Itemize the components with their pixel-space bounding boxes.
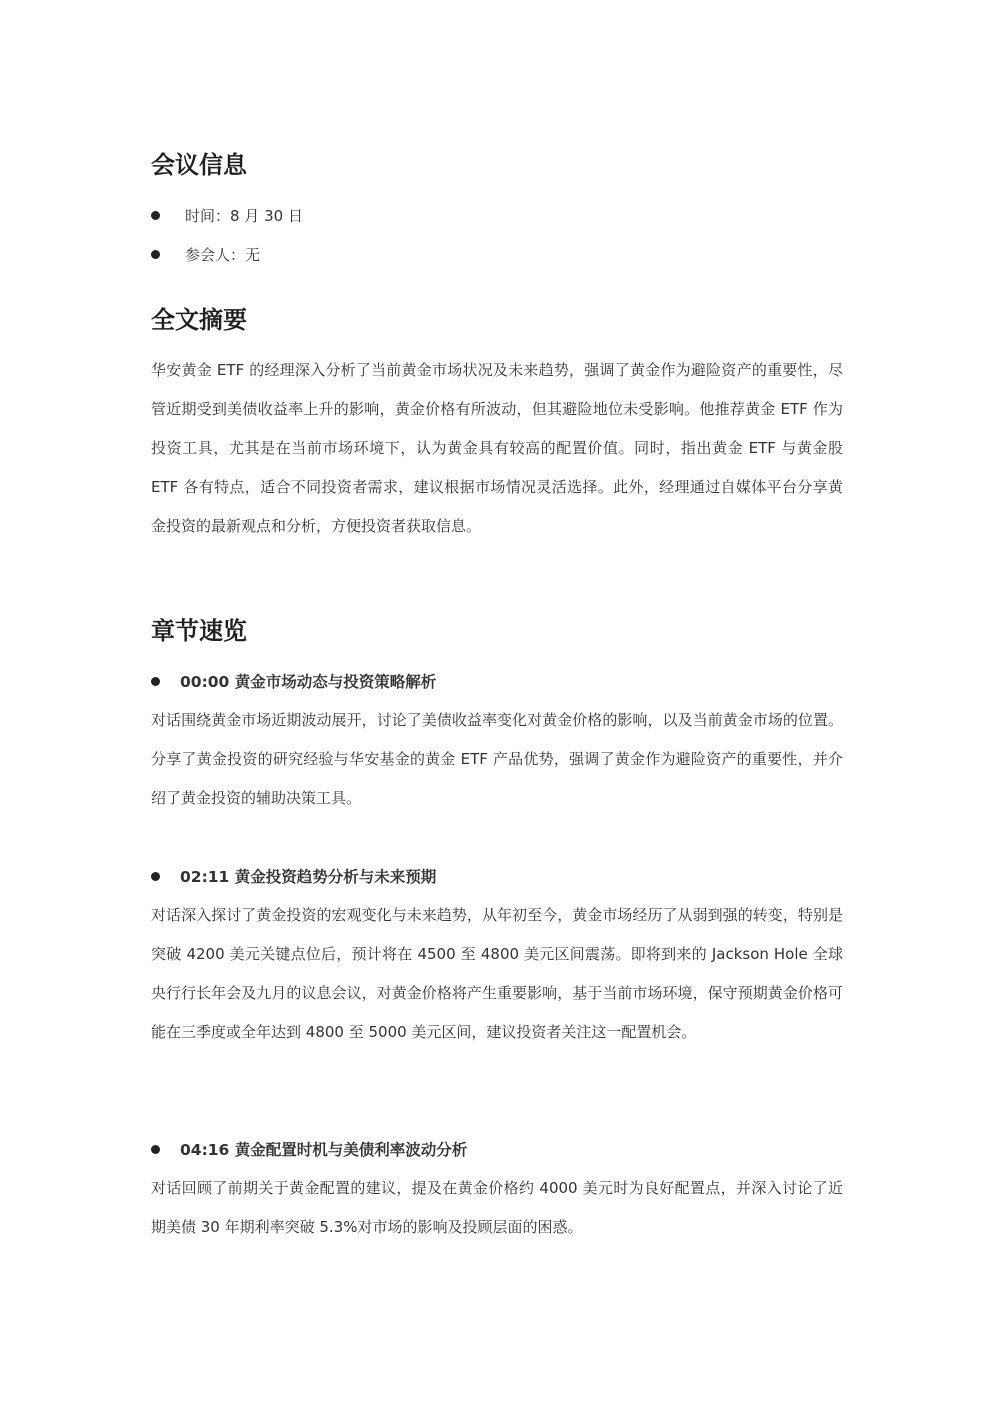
chapter-title-text: 00:00 黄金市场动态与投资策略解析 (180, 673, 437, 691)
summary-text: 华安黄金 ETF 的经理深入分析了当前黄金市场状况及未来趋势，强调了黄金作为避险资产的重要性，尽管近期受到美债收益率上升的影响，黄金价格有所波动，但其避险地位未受影响。他推荐黄金 ETF 作为投资工具，尤其是在当前市场环境下，认为黄金具有较高的配置价值。同时，指出黄金 ETF 与黄金股 ETF 各有特点，适合不同投资者需求，建议根据市场情况灵活选择。此外，经理通过自媒体平台分享黄金投资的最新观点和分析，方便投资者获取信息。 (151, 361, 843, 535)
meeting-time-value: 8 月 30 日 (230, 206, 303, 225)
chapters-heading: 章节速览 (151, 617, 247, 645)
bullet-dot (151, 211, 160, 220)
chapter-title-text: 02:11 黄金投资趋势分析与未来预期 (180, 868, 437, 886)
meeting-time-label: 时间： (185, 206, 231, 225)
meeting-attendees-item (151, 244, 260, 264)
chapter-summary: 对话围绕黄金市场近期波动展开，讨论了美债收益率变化对黄金价格的影响，以及当前黄金市场的位置。分享了黄金投资的研究经验与华安基金的黄金 ETF 产品优势，强调了黄金作为避险资产的重要性，并介绍了黄金投资的辅助决策工具。 (151, 711, 843, 807)
summary-heading: 全文摘要 (151, 306, 247, 334)
bullet-dot (151, 677, 160, 686)
bullet-dot (151, 1145, 160, 1154)
meeting-attendees-value: 无 (245, 245, 261, 264)
bullet-dot (151, 872, 160, 881)
chapter-title (151, 866, 436, 886)
chapter-title (151, 1139, 467, 1159)
chapter-title-text: 04:16 黄金配置时机与美债利率波动分析 (180, 1141, 468, 1159)
chapter-summary: 对话深入探讨了黄金投资的宏观变化与未来趋势，从年初至今，黄金市场经历了从弱到强的转变，特别是突破 4200 美元关键点位后，预计将在 4500 至 4800 美元区间震荡。即将到来的 Jackson Hole 全球央行行长年会及九月的议息会议，对黄金价格将产生重要影响，基于当前市场环境，保守预期黄金价格可能在三季度或全年达到 4800 至 5000 美元区间，建议投资者关注这一配置机会。 (151, 906, 843, 1041)
chapter-summary: 对话回顾了前期关于黄金配置的建议，提及在黄金价格约 4000 美元时为良好配置点，并深入讨论了近期美债 30 年期利率突破 5.3%对市场的影响及投顾层面的困惑。 (151, 1179, 843, 1236)
meeting-time-item (151, 205, 303, 225)
bullet-dot (151, 250, 160, 259)
meeting-attendees-label: 参会人： (185, 245, 246, 264)
meeting-info-heading: 会议信息 (151, 151, 247, 179)
chapter-title (151, 671, 436, 691)
